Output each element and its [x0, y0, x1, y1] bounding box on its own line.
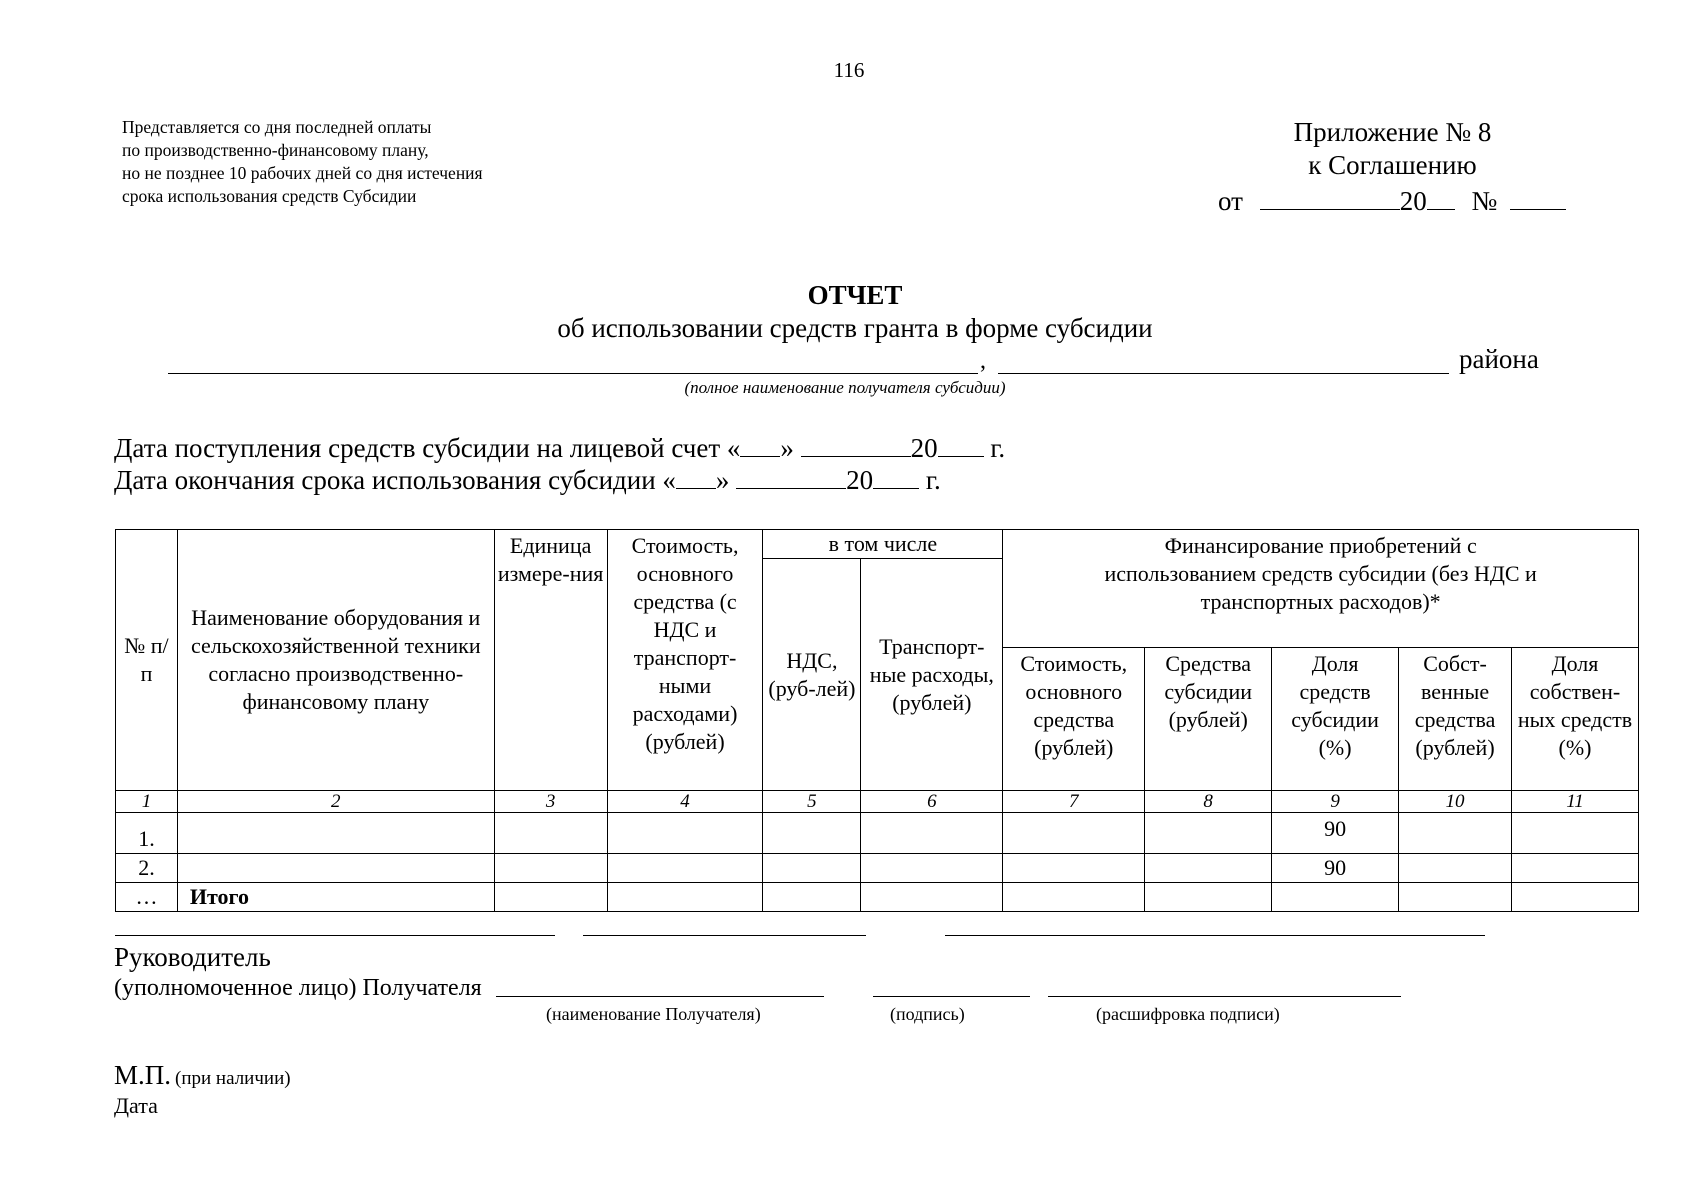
- signature-line: [583, 935, 866, 936]
- total-row: [116, 883, 1639, 912]
- table-row: [116, 854, 1639, 883]
- year-prefix: 20: [846, 465, 874, 495]
- head-label: Руководитель: [114, 942, 271, 972]
- cell-own-share[interactable]: [1512, 854, 1639, 883]
- day-blank: [676, 464, 716, 489]
- signature-line: [115, 935, 555, 936]
- note-line: Представляется со дня последней оплаты: [122, 117, 432, 137]
- column-number: 6: [861, 791, 1003, 813]
- total-label: Итого: [177, 883, 494, 912]
- recipient-name-line: [496, 996, 824, 997]
- cell-vat[interactable]: [763, 854, 861, 883]
- page-number: 116: [833, 58, 865, 82]
- column-number: 10: [1399, 791, 1512, 813]
- column-number: 1: [116, 791, 178, 813]
- district-word: района: [1459, 344, 1539, 374]
- submission-note: [122, 116, 483, 208]
- receipt-date-line: [114, 432, 1005, 464]
- cell-own-funds[interactable]: [1399, 813, 1512, 854]
- cell-cost[interactable]: [607, 854, 763, 883]
- cell-unit[interactable]: [494, 854, 607, 883]
- header-transport: Транспорт-ные расходы, (рублей): [861, 559, 1003, 791]
- note-line: срока использования средств Субсидии: [122, 186, 417, 206]
- column-number: 7: [1003, 791, 1145, 813]
- appendix-title: Приложение № 8: [1293, 117, 1492, 147]
- cell-own-funds[interactable]: [1399, 883, 1512, 912]
- header-own-funds: Собст-венные средства (рублей): [1399, 648, 1512, 791]
- note-line: по производственно-финансовому плану,: [122, 140, 429, 160]
- cell-vat[interactable]: [763, 883, 861, 912]
- year-suffix: г.: [990, 433, 1006, 463]
- header-equipment: Наименование оборудования и сельскохозяйственной техники согласно производственно-финансовому плану: [177, 530, 494, 791]
- cell-subsidy[interactable]: [1145, 883, 1272, 912]
- recipient-caption: (полное наименование получателя субсидии): [684, 378, 1006, 397]
- cell-unit[interactable]: [494, 883, 607, 912]
- column-number-row: [116, 791, 1639, 813]
- appendix-agreement: к Соглашению: [1308, 150, 1477, 180]
- caption-signature: (подпись): [890, 1004, 965, 1024]
- header-unit: Единица измере-ния: [494, 530, 607, 791]
- stamp-label: М.П.: [114, 1060, 172, 1090]
- signature-line: [945, 935, 1485, 936]
- caption-signature-decode: (расшифровка подписи): [1096, 1004, 1280, 1024]
- cell-subsidy-share[interactable]: [1272, 883, 1399, 912]
- cell-asset-cost[interactable]: [1003, 883, 1145, 912]
- cell-own-share[interactable]: [1512, 883, 1639, 912]
- signature-line: [873, 996, 1030, 997]
- row-number: …: [116, 883, 178, 912]
- cell-transport[interactable]: [861, 883, 1003, 912]
- cell-cost[interactable]: [607, 813, 763, 854]
- note-line: но не позднее 10 рабочих дней со дня истечения: [122, 163, 483, 183]
- year-blank: [938, 432, 984, 457]
- cell-own-share[interactable]: [1512, 813, 1639, 854]
- cell-transport[interactable]: [861, 813, 1003, 854]
- column-number: 5: [763, 791, 861, 813]
- cell-equipment[interactable]: [177, 813, 494, 854]
- header-num: № п/п: [116, 530, 178, 791]
- header-asset-cost: Стоимость, основного средства (рублей): [1003, 648, 1145, 791]
- column-number: 2: [177, 791, 494, 813]
- stamp-note: (при наличии): [175, 1068, 291, 1089]
- year-prefix: 20: [910, 433, 938, 463]
- authorized-label: (уполномоченное лицо) Получателя: [114, 975, 482, 1001]
- year-suffix: г.: [925, 465, 941, 495]
- header-vat: НДС, (руб-лей): [763, 559, 861, 791]
- column-number: 9: [1272, 791, 1399, 813]
- cell-subsidy-share: 90: [1272, 813, 1399, 854]
- appendix-date-number: [1218, 183, 1566, 217]
- date-label: Дата: [114, 1093, 158, 1118]
- column-number: 3: [494, 791, 607, 813]
- end-date-line: [114, 464, 941, 496]
- cell-asset-cost[interactable]: [1003, 854, 1145, 883]
- table-row: [116, 813, 1639, 854]
- row-number: 2.: [116, 854, 178, 883]
- header-cost: Стоимость, основного средства (с НДС и транспорт-ными расходами) (рублей): [607, 530, 763, 791]
- cell-subsidy[interactable]: [1145, 854, 1272, 883]
- stamp-block: [114, 1060, 291, 1091]
- caption-recipient-name: (наименование Получателя): [546, 1004, 761, 1024]
- cell-cost[interactable]: [607, 883, 763, 912]
- row-number: 1.: [116, 813, 178, 854]
- cell-unit[interactable]: [494, 813, 607, 854]
- quote-close: »: [715, 465, 730, 495]
- month-blank: [736, 464, 846, 489]
- column-number: 11: [1512, 791, 1639, 813]
- year-text: 20: [1399, 186, 1427, 216]
- cell-subsidy-share: 90: [1272, 854, 1399, 883]
- cell-transport[interactable]: [861, 854, 1003, 883]
- district-name-line: [998, 373, 1449, 374]
- column-number: 8: [1145, 791, 1272, 813]
- comma: ,: [980, 348, 986, 374]
- column-number: 4: [607, 791, 763, 813]
- header-including: в том числе: [763, 530, 1003, 559]
- signature-decode-line: [1048, 996, 1401, 997]
- year-blank: [1427, 183, 1455, 210]
- cell-subsidy[interactable]: [1145, 813, 1272, 854]
- number-sign: №: [1471, 186, 1498, 216]
- end-date-label: Дата окончания срока использования субсидии «: [114, 465, 676, 495]
- header-subsidy-share: Доля средств субсидии (%): [1272, 648, 1399, 791]
- from-label: от: [1218, 186, 1243, 216]
- header-financing: Финансирование приобретений с использованием средств субсидии (без НДС и транспортных расходов)*: [1003, 530, 1639, 648]
- receipt-date-label: Дата поступления средств субсидии на лицевой счет «: [114, 433, 741, 463]
- report-subtitle: об использовании средств гранта в форме субсидии: [557, 313, 1153, 343]
- cell-asset-cost[interactable]: [1003, 813, 1145, 854]
- day-blank: [740, 432, 780, 457]
- recipient-name-line: [168, 373, 978, 374]
- quote-close: »: [780, 433, 794, 463]
- header-subsidy: Средства субсидии (рублей): [1145, 648, 1272, 791]
- year-blank: [873, 464, 919, 489]
- appendix-header: [1200, 116, 1585, 182]
- report-table: [115, 529, 1639, 912]
- cell-vat[interactable]: [763, 813, 861, 854]
- header-own-share: Доля собствен-ных средств (%): [1512, 648, 1639, 791]
- number-blank: [1510, 183, 1566, 210]
- date-blank: [1260, 183, 1400, 210]
- report-title: ОТЧЕТ: [807, 280, 903, 310]
- cell-equipment[interactable]: [177, 854, 494, 883]
- month-blank: [801, 432, 911, 457]
- cell-own-funds[interactable]: [1399, 854, 1512, 883]
